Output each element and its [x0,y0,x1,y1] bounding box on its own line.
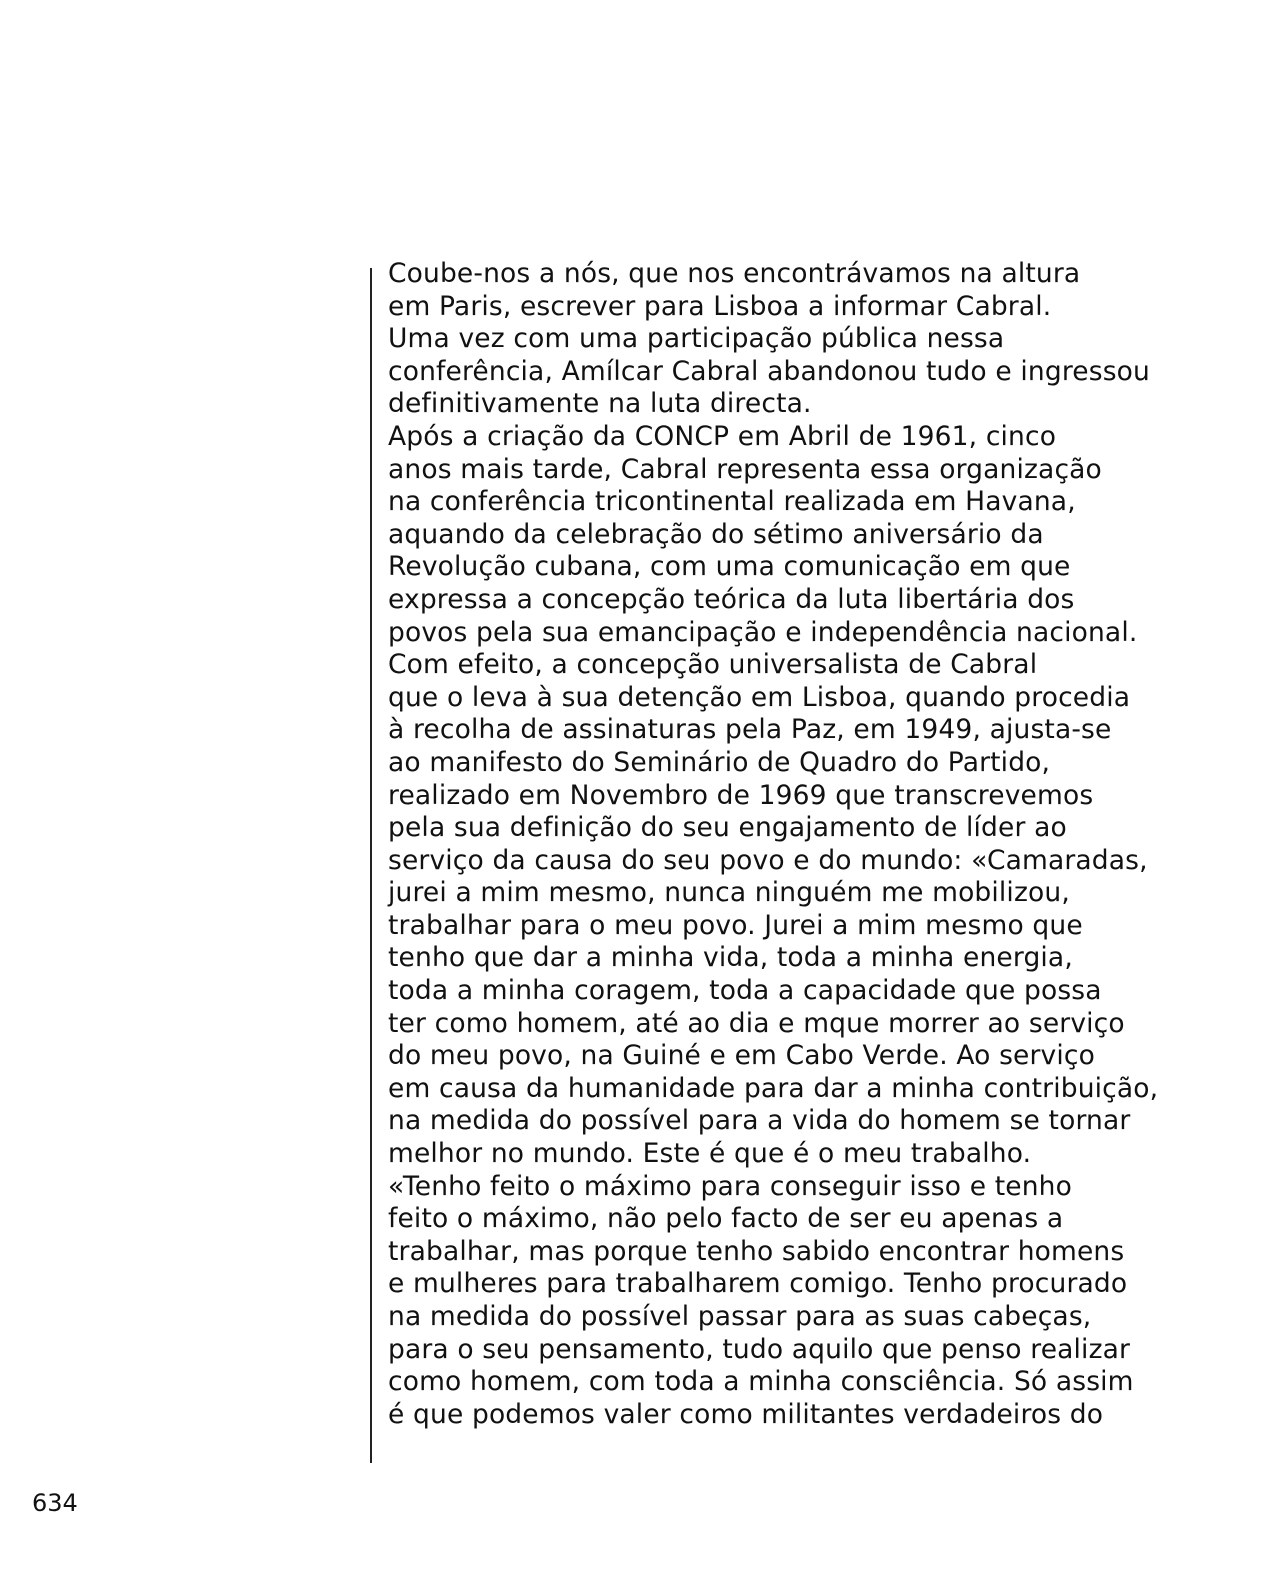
text-line: em causa da humanidade para dar a minha contribuição, [388,1072,1159,1104]
text-line: «Tenho feito o máximo para conseguir isso e tenho [388,1170,1072,1202]
text-line: ter como homem, até ao dia e mque morrer ao serviço [388,1007,1125,1039]
text-line: é que podemos valer como militantes verdadeiros do [388,1398,1104,1430]
text-line: à recolha de assinaturas pela Paz, em 1949, ajusta-se [388,714,1112,746]
text-line: na medida do possível passar para as suas cabeças, [388,1301,1092,1332]
text-line: como homem, com toda a minha consciência. Só assim [388,1366,1134,1398]
margin-rule [370,268,372,1463]
text-line: jurei a mim mesmo, nunca ninguém me mobilizou, [388,877,1070,909]
text-line: e mulheres para trabalharem comigo. Tenho procurado [388,1268,1128,1300]
text-line: expressa a concepção teórica da luta libertária dos [388,583,1075,615]
text-line: trabalhar, mas porque tenho sabido encontrar homens [388,1235,1125,1267]
text-line: para o seu pensamento, tudo aquilo que penso realizar [388,1333,1131,1365]
text-line: que o leva à sua detenção em Lisboa, quando procedia [388,681,1131,713]
text-line: realizado em Novembro de 1969 que transcrevemos [388,779,1094,811]
text-line: povos pela sua emancipação e independência nacional. [388,616,1138,648]
text-line: na conferência tricontinental realizada em Havana, [388,486,1076,518]
body-text [388,258,1248,1431]
text-line: serviço da causa do seu povo e do mundo: «Camaradas, [388,844,1148,876]
text-line: do meu povo, na Guiné e em Cabo Verde. Ao serviço [388,1040,1095,1072]
text-line: Com efeito, a concepção universalista de Cabral [388,649,1038,681]
text-line: anos mais tarde, Cabral representa essa organização [388,453,1102,485]
text-line: ao manifesto do Seminário de Quadro do Partido, [388,746,1051,778]
text-line: aquando da celebração do sétimo aniversário da [388,518,1044,550]
text-line: melhor no mundo. Este é que é o meu trabalho. [388,1138,1032,1170]
page-number: 634 [32,1489,78,1517]
text-line: feito o máximo, não pelo facto de ser eu apenas a [388,1203,1064,1235]
text-line: na medida do possível para a vida do homem se tornar [388,1105,1131,1137]
text-line: trabalhar para o meu povo. Jurei a mim mesmo que [388,909,1083,941]
text-line: Após a criação da CONCP em Abril de 1961, cinco [388,420,1057,452]
text-line: conferência, Amílcar Cabral abandonou tudo e ingressou [388,355,1150,387]
text-line: Revolução cubana, com uma comunicação em que [388,551,1071,583]
text-line: pela sua definição do seu engajamento de líder ao [388,812,1067,844]
text-line: Coube-nos a nós, que nos encontrávamos na altura [388,258,1081,289]
text-line: Uma vez com uma participação pública nessa [388,323,1005,355]
text-line: definitivamente na luta directa. [388,388,812,420]
text-line: em Paris, escrever para Lisboa a informar Cabral. [388,290,1052,322]
text-line: tenho que dar a minha vida, toda a minha energia, [388,942,1073,974]
text-line: toda a minha coragem, toda a capacidade que possa [388,975,1102,1007]
